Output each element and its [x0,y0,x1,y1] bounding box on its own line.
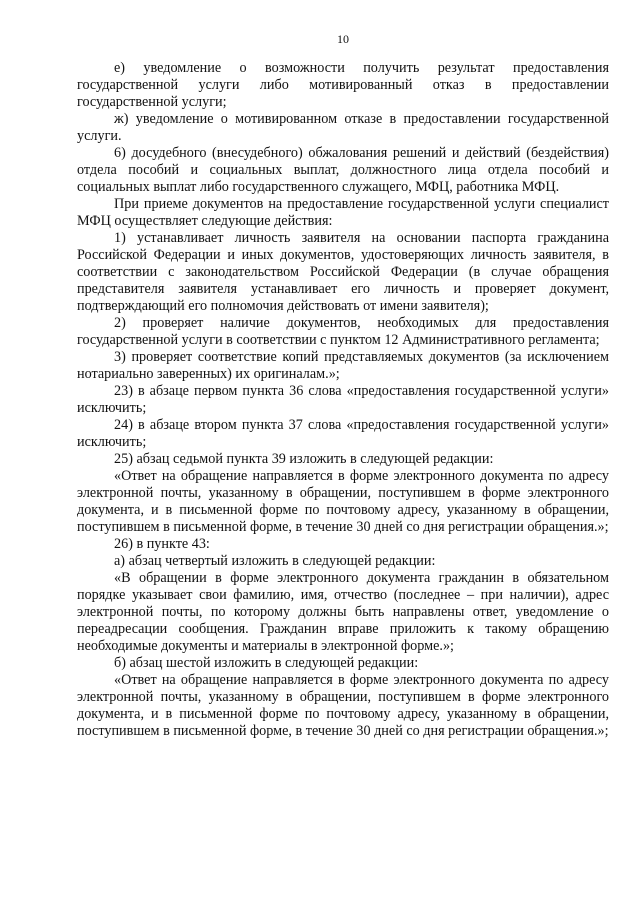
paragraph-quote-43-4: «В обращении в форме электронного документа гражданин в обязательном порядке указывает свои фамилию, имя, отчество (последнее – при наличии), адрес электронной почты, по которому должны быть направлены ответ, уведомление о переадресации сообщения. Гражданин вправе приложить к такому обращению необходимые документы и материалы в электронной форме.»; [77,570,609,654]
paragraph-mfc-actions: При приеме документов на предоставление государственной услуги специалист МФЦ осуществляет следующие действия: [77,196,609,229]
paragraph-item-26b: б) абзац шестой изложить в следующей редакции: [114,655,419,671]
page-number: 10 [337,32,349,46]
paragraph-item-23: 23) в абзаце первом пункта 36 слова «предоставления государственной услуги» исключить; [77,383,609,416]
paragraph-item-24: 24) в абзаце втором пункта 37 слова «предоставления государственной услуги» исключить; [77,417,609,450]
paragraph-quote-39: «Ответ на обращение направляется в форме электронного документа по адресу электронной почты, указанному в обращении, поступившем в форме электронного документа, и в письменной форме по почтовому адресу, указанному в обращении, поступившем в письменной форме, в течение 30 дней со дня регистрации обращения.»; [77,468,609,535]
paragraph-item-zh: ж) уведомление о мотивированном отказе в предоставлении государственной услуги. [77,111,609,144]
paragraph-action-1: 1) устанавливает личность заявителя на основании паспорта гражданина Российской Федерации и иных документов, удостоверяющих личность заявителя, в соответствии с законодательством Российской Федерации (в случае обращения представителя заявителя устанавливает его личность и проверяет документ, подтверждающий его полномочия действовать от имени заявителя); [77,230,609,314]
document-page [77,31,609,740]
paragraph-item-26a: а) абзац четвертый изложить в следующей редакции: [114,553,436,569]
paragraph-action-3: 3) проверяет соответствие копий представляемых документов (за исключением нотариально заверенных) их оригиналам.»; [77,349,609,382]
paragraph-action-2: 2) проверяет наличие документов, необходимых для предоставления государственной услуги в соответствии с пунктом 12 Административного регламента; [77,315,609,348]
paragraph-item-26: 26) в пункте 43: [114,536,210,552]
paragraph-item-6: 6) досудебного (внесудебного) обжалования решений и действий (бездействия) отдела пособий и социальных выплат, должностного лица отдела пособий и социальных выплат либо государственного служащего, МФЦ, работника МФЦ. [77,145,609,195]
paragraph-item-25: 25) абзац седьмой пункта 39 изложить в следующей редакции: [114,451,494,467]
paragraph-item-e: е) уведомление о возможности получить результат предоставления государственной услуги либо мотивированный отказ в предоставлении государственной услуги; [77,60,609,110]
paragraph-quote-43-6: «Ответ на обращение направляется в форме электронного документа по адресу электронной почты, указанному в обращении, поступившем в форме электронного документа, и в письменной форме по почтовому адресу, указанному в обращении, поступившем в письменной форме, в течение 30 дней со дня регистрации обращения.»; [77,672,609,739]
